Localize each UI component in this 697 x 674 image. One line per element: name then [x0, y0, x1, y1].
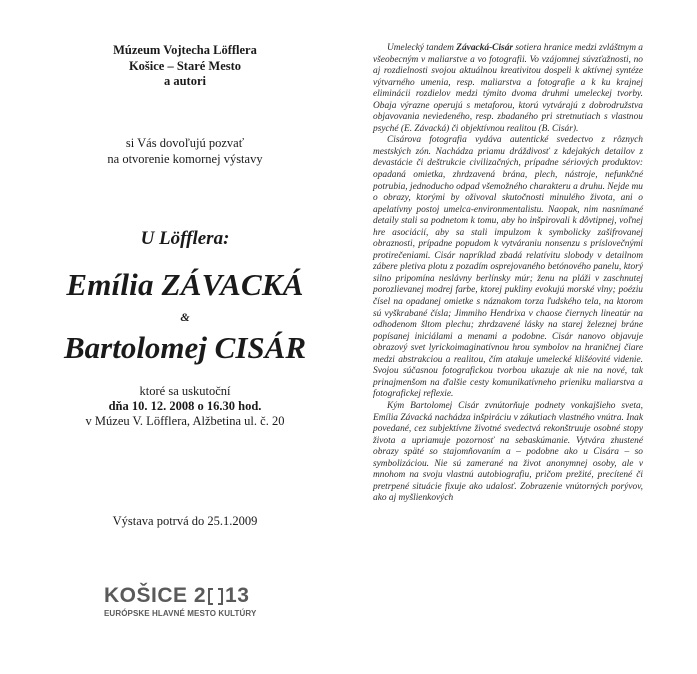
essay-paragraph-1	[373, 43, 643, 135]
essay-paragraph-3: Kým Bartolomej Cisár zvnútorňuje podnety vonkajšieho sveta, Emília Závacká nachádza inšpiráciu v zákutiach vlastného vnútra. Inak povedané, cez subjektívne životné svedectvá rekonštruuje osobné stopy života a upriamuje pozornosť na sebaskúmanie. Vytvára zhustené obrazy späté so stajomňovaním a – podobne ako u Cisára – so symbolizáciou. Nie sú zamerané na život anonymnej osoby, ale v mnohom na svoju vlastnú autobiografiu, pričom prežité, precítené či pretrpené situácie fixuje ako udalosť. Zobrazenie vnútorných porývov, ako aj myšlienkových	[373, 400, 643, 504]
organizer-museum: Múzeum Vojtecha Löfflera	[113, 43, 257, 57]
essay-p1-start: Umelecký tandem	[387, 43, 457, 53]
event-intro: ktoré sa uskutoční	[139, 384, 231, 398]
exhibition-essay	[373, 43, 643, 505]
organizer-district: Košice – Staré Mesto	[128, 58, 242, 73]
exhibition-title: U Löfflera:	[140, 228, 230, 249]
event-details	[20, 384, 350, 429]
ampersand: &	[180, 310, 190, 324]
invitation-line-1: si Vás dovoľujú pozvať	[125, 136, 245, 150]
event-place: v Múzeu V. Löfflera, Alžbetina ul. č. 20	[85, 414, 285, 428]
organizer-authors: a autori	[163, 74, 206, 88]
essay-p1-tandem-name: Závacká-Cisár	[456, 43, 514, 53]
logo-subtitle: EURÓPSKE HLAVNÉ MESTO KULTÚRY	[104, 609, 257, 618]
invitation-line-2: na otvorenie komornej výstavy	[107, 152, 263, 166]
essay-paragraph-2: Cisárova fotografia vydáva autentické svedectvo z rôznych mestských zón. Nachádza priamu dráždivosť z kdejakých detailov z devastácie či deštrukcie civilizačných, prípadne sériových produktov: opadaná omietka, zhrdzavená brána, plech, nástroje, nefunkčné potrubia, jednoducho odpad všemožného charakteru a druhu. Nejde mu o obrazy, ktorými by oživoval skutočnosti minulého života, ani o apelatívny postoj umelca-environmentalistu. Naopak, nim nasnímané detaily stali sa podnetom k tomu, aby ho inšpirovali k dôvtipnej, voľnej hre asociácií, aby sa stali impulzom k symbolicky zašifrovanej obraznosti, prípadne popudom k vytváraniu nonsenzu s príslovečnými protirečeniami. Cisár napríklad zbadá relatívitu slobody v detailnom zábere pletiva plotu z pozadím osprejovaného betónového panelu, ktorý silno pripomína neslávny berlínsky múr; ženu na pláži v zaschnutej porozlievanej modrej farbe, ktorej pukliny evokujú morské vlny; poéziu čísel na opadanej omietke s náznakom torza ľudského tela, na ktorom sú vyškrabané čísla; Jimmiho Hendrixa v chaose čiernych lineatúr na odhodenom šltom plechu; zhrdzavené lásky na starej železnej bráne popísanej iniciálami a menami a podobne. Cisár nanovo objavuje obrazový svet lyrickoimaginatívnou hrou symbolov na hraničnej čiare medzi abstrakciou a realitou, čím atakuje umelecké klišéovité videnie. Svojou súčasnou fotografickou tvorbou ukazuje ak nie na nové, tak prinajmenšom na ďalšie cesty komunikatívneho prieniku maliarstva a fotografickej reflexie.	[373, 135, 643, 400]
organizers-block	[20, 43, 350, 90]
artist-name-zavacka: Emília ZÁVACKÁ	[66, 267, 304, 302]
logo-bracket-icon	[208, 588, 223, 605]
logo-wordmark	[104, 585, 284, 607]
event-date: dňa 10. 12. 2008 o 16.30 hod.	[108, 399, 262, 413]
kosice-2013-logo	[104, 585, 284, 618]
essay-p1-rest: sotiera hranice medzi zvláštnym a všeobecným v maliarstve a vo fotografii. Vo vzájomnej súvzťažnosti, no aj rozdielnosti svojou aktuálnou kreativitou dospeli k aktívnej syntéze výtvarného umenia, resp. maliarstva a fotografie a k ku krajnej eliminácii rozdielov medzi týmito dvoma druhmi umeleckej tvorby. Obaja výrazne operujú s metaforou, ktorú vytvárajú z dobrodružstva objavovania neviedeného, resp. zbadaného pri stretnutiach s vlastnou psyché (E. Závacká) či objektívnou realitou (B. Cisár).	[373, 43, 643, 134]
logo-text-right: 13	[225, 584, 250, 607]
artist-name-cisar: Bartolomej CISÁR	[63, 330, 307, 365]
exhibition-duration: Výstava potrvá do 25.1.2009	[112, 514, 258, 528]
logo-text-left: KOŠICE 2	[104, 584, 207, 607]
invitation-text	[20, 135, 350, 167]
